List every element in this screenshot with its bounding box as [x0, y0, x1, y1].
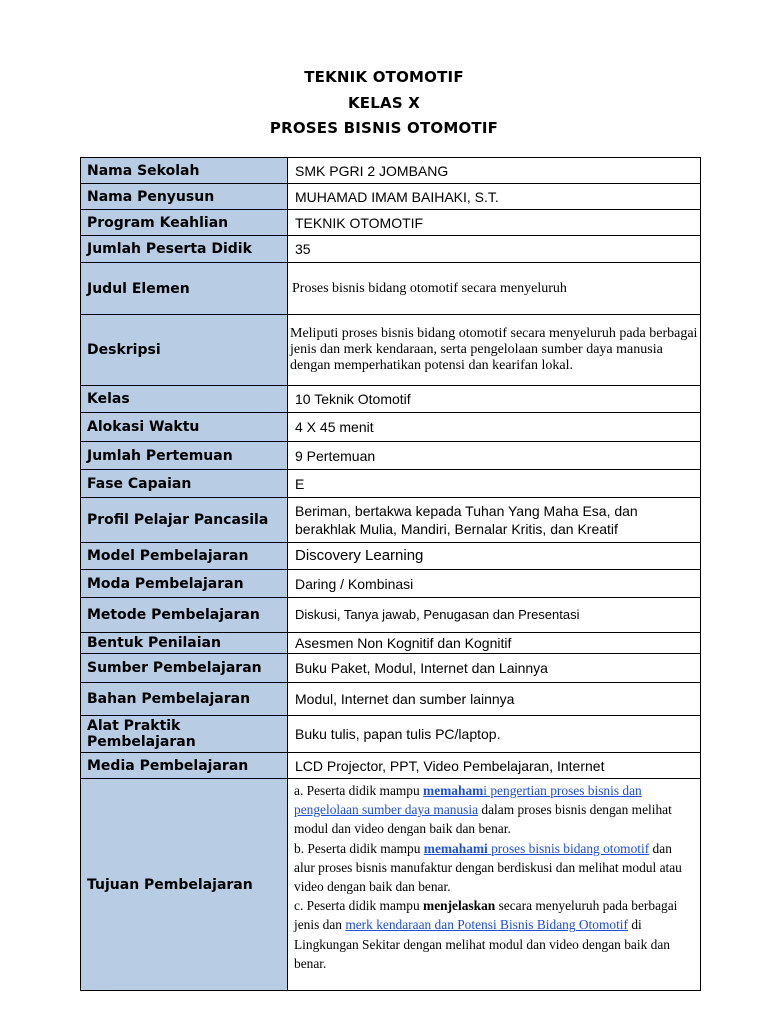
row-label: Tujuan Pembelajaran [81, 779, 288, 991]
row-label: Jumlah Peserta Didik [81, 236, 288, 263]
row-value: Buku tulis, papan tulis PC/laptop. [288, 716, 701, 753]
doc-title-line-1: TEKNIK OTOMOTIF [304, 68, 464, 86]
row-label: Nama Penyusun [81, 184, 288, 210]
row-value: Asesmen Non Kognitif dan Kognitif [288, 633, 701, 654]
table-row [81, 236, 701, 263]
lesson-info-table [80, 157, 701, 991]
table-row [81, 315, 701, 386]
row-value: Proses bisnis bidang otomotif secara menyeluruh [288, 263, 701, 315]
table-row [81, 498, 701, 543]
row-value: Modul, Internet dan sumber lainnya [288, 683, 701, 716]
row-value: Buku Paket, Modul, Internet dan Lainnya [288, 654, 701, 683]
row-value: Daring / Kombinasi [288, 570, 701, 598]
row-value: Discovery Learning [288, 543, 701, 570]
table-row [81, 158, 701, 184]
row-label: Media Pembelajaran [81, 753, 288, 779]
tujuan-a-verb: memaham [423, 783, 484, 798]
row-value: E [288, 470, 701, 498]
row-label: Nama Sekolah [81, 158, 288, 184]
row-label: Alat Praktik Pembelajaran [81, 716, 288, 753]
table-row [81, 263, 701, 315]
row-value: Meliputi proses bisnis bidang otomotif secara menyeluruh pada berbagai jenis dan merk kendaraan, serta pengelolaan sumber daya manusia dengan memperhatikan potensi dan kearifan lokal. [288, 315, 701, 386]
table-row [81, 470, 701, 498]
tujuan-item-a [294, 781, 694, 839]
row-label: Profil Pelajar Pancasila [81, 498, 288, 543]
row-label: Bahan Pembelajaran [81, 683, 288, 716]
tujuan-a-pre: a. Peserta didik mampu [294, 783, 424, 798]
tujuan-b-pre: b. Peserta didik mampu [294, 840, 424, 856]
row-value: TEKNIK OTOMOTIF [288, 210, 701, 236]
tujuan-c-verb: menjelaskan [423, 898, 496, 914]
table-row [81, 753, 701, 779]
table-row [81, 543, 701, 570]
row-value: 4 X 45 menit [288, 413, 701, 442]
row-value: LCD Projector, PPT, Video Pembelajaran, Internet [288, 753, 701, 779]
table-row [81, 633, 701, 654]
tujuan-cell [288, 779, 701, 991]
tujuan-b-link[interactable]: proses bisnis bidang otomotif [487, 840, 650, 856]
table-row [81, 442, 701, 470]
tujuan-a-link[interactable]: i pengertian proses bisnis dan pengelolaan sumber daya manusia [294, 783, 642, 818]
row-label: Fase Capaian [81, 470, 288, 498]
tujuan-c-link[interactable]: merk kendaraan dan Potensi Bisnis Bidang Otomotif [345, 917, 628, 933]
table-row [81, 184, 701, 210]
row-value: 9 Pertemuan [288, 442, 701, 470]
table-row [81, 210, 701, 236]
tujuan-b-post: dan alur proses bisnis manufaktur dengan berdiskusi dan melihat modul atau video dengan baik dan benar. [294, 840, 682, 895]
doc-title-line-2: KELAS X [347, 94, 421, 112]
table-row-tujuan [81, 779, 701, 991]
table-row [81, 570, 701, 598]
table-row [81, 654, 701, 683]
row-label: Alokasi Waktu [81, 413, 288, 442]
row-value: 10 Teknik Otomotif [288, 386, 701, 413]
table-row [81, 683, 701, 716]
tujuan-b-verb: memahami [423, 840, 488, 856]
row-value: 35 [288, 236, 701, 263]
table-row [81, 386, 701, 413]
row-label: Jumlah Pertemuan [81, 442, 288, 470]
row-label: Deskripsi [81, 315, 288, 386]
table-row [81, 598, 701, 633]
tujuan-c-mid: secara menyeluruh pada berbagai jenis dan [294, 898, 678, 933]
doc-title-line-3: PROSES BISNIS OTOMOTIF [269, 119, 499, 137]
row-label: Program Keahlian [81, 210, 288, 236]
row-value: Beriman, bertakwa kepada Tuhan Yang Maha Esa, dan berakhlak Mulia, Mandiri, Bernalar Kritis, dan Kreatif [288, 498, 701, 543]
tujuan-c-post: di Lingkungan Sekitar dengan melihat modul dan video dengan baik dan benar. [294, 917, 670, 971]
tujuan-a-post: dalam proses bisnis dengan melihat modul dan video dengan baik dan benar. [294, 802, 672, 837]
tujuan-item-c [294, 896, 694, 973]
row-value: SMK PGRI 2 JOMBANG [288, 158, 701, 184]
row-label: Judul Elemen [81, 263, 288, 315]
row-label: Kelas [81, 386, 288, 413]
tujuan-text [288, 779, 700, 973]
row-value: Diskusi, Tanya jawab, Penugasan dan Presentasi [288, 598, 701, 633]
tujuan-item-b [294, 839, 694, 897]
row-value: MUHAMAD IMAM BAIHAKI, S.T. [288, 184, 701, 210]
row-label: Metode Pembelajaran [81, 598, 288, 633]
row-label: Sumber Pembelajaran [81, 654, 288, 683]
tujuan-c-pre: c. Peserta didik mampu [294, 898, 424, 914]
row-label: Model Pembelajaran [81, 543, 288, 570]
row-label: Moda Pembelajaran [81, 570, 288, 598]
table-row [81, 413, 701, 442]
table-row [81, 716, 701, 753]
row-label: Bentuk Penilaian [81, 633, 288, 654]
